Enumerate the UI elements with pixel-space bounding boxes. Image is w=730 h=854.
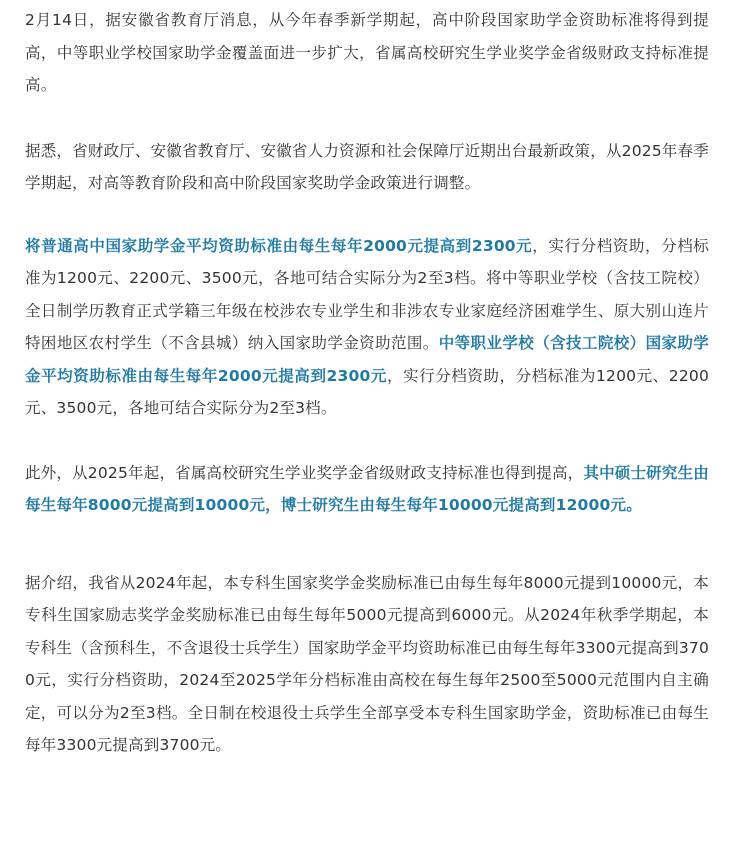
paragraph-intro (25, 4, 709, 102)
paragraph-graduate-scholarship-text: 此外，从2025年起，省属高校研究生学业奖学金省级财政支持标准也得到提高， (25, 463, 584, 482)
paragraph-intro-text: 2月14日，据安徽省教育厅消息，从今年春季新学期起，高中阶段国家助学金资助标准将得到提高，中等职业学校国家助学金覆盖面进一步扩大，省属高校研究生学业奖学金省级财政支持标准提高。 (25, 11, 709, 94)
paragraph-high-school-aid (25, 230, 709, 425)
paragraph-undergraduate-aid (25, 567, 709, 762)
highlight-high-school-standard: 将普通高中国家助学金平均资助标准由每生每年2000元提高到2300元 (25, 236, 533, 255)
paragraph-graduate-scholarship (25, 457, 709, 522)
paragraph-policy-source (25, 135, 709, 200)
paragraph-vocational-aid-text: ，实行分档资助，分档标准为1200元、2200元、3500元，各地可结合实际分为2至3档。 (25, 366, 710, 417)
paragraph-undergraduate-aid-text: 据介绍，我省从2024年起，本专科生国家奖学金奖励标准已由每生每年8000元提到10000元，本专科生国家励志奖学金奖励标准已由每生每年5000元提高到6000元。从2024年秋季学期起，本专科生（含预科生，不含退役士兵学生）国家助学金平均资助标准已由每生每年3300元提高到3700元，实行分档资助，2024至2025学年分档标准由高校在每生每年2500至5000元范围内自主确定，可以分为2至3档。全日制在校退役士兵学生全部享受本专科生国家助学金，资助标准已由每生每年3300元提高到3700元。 (25, 573, 709, 754)
article-body (25, 0, 709, 762)
highlight-vocational-standard: 中等职业学校（含技工院校）国家助学金平均资助标准由每生每年2000元提高到2300元 (25, 334, 710, 385)
paragraph-policy-source-text: 据悉，省财政厅、安徽省教育厅、安徽省人力资源和社会保障厅近期出台最新政策，从2025年春季学期起，对高等教育阶段和高中阶段国家奖助学金政策进行调整。 (25, 141, 709, 192)
highlight-graduate-standard: 其中硕士研究生由每生每年8000元提高到10000元，博士研究生由每生每年10000元提高到12000元。 (25, 463, 709, 514)
paragraph-high-school-aid-text: ，实行分档资助，分档标准为1200元、2200元、3500元，各地可结合实际分为2至3档。将中等职业学校（含技工院校）全日制学历教育正式学籍三年级在校涉农专业学生和非涉农专业家庭经济困难学生、原大别山连片特困地区农村学生（不含县城）纳入国家助学金资助范围。 (25, 236, 709, 352)
